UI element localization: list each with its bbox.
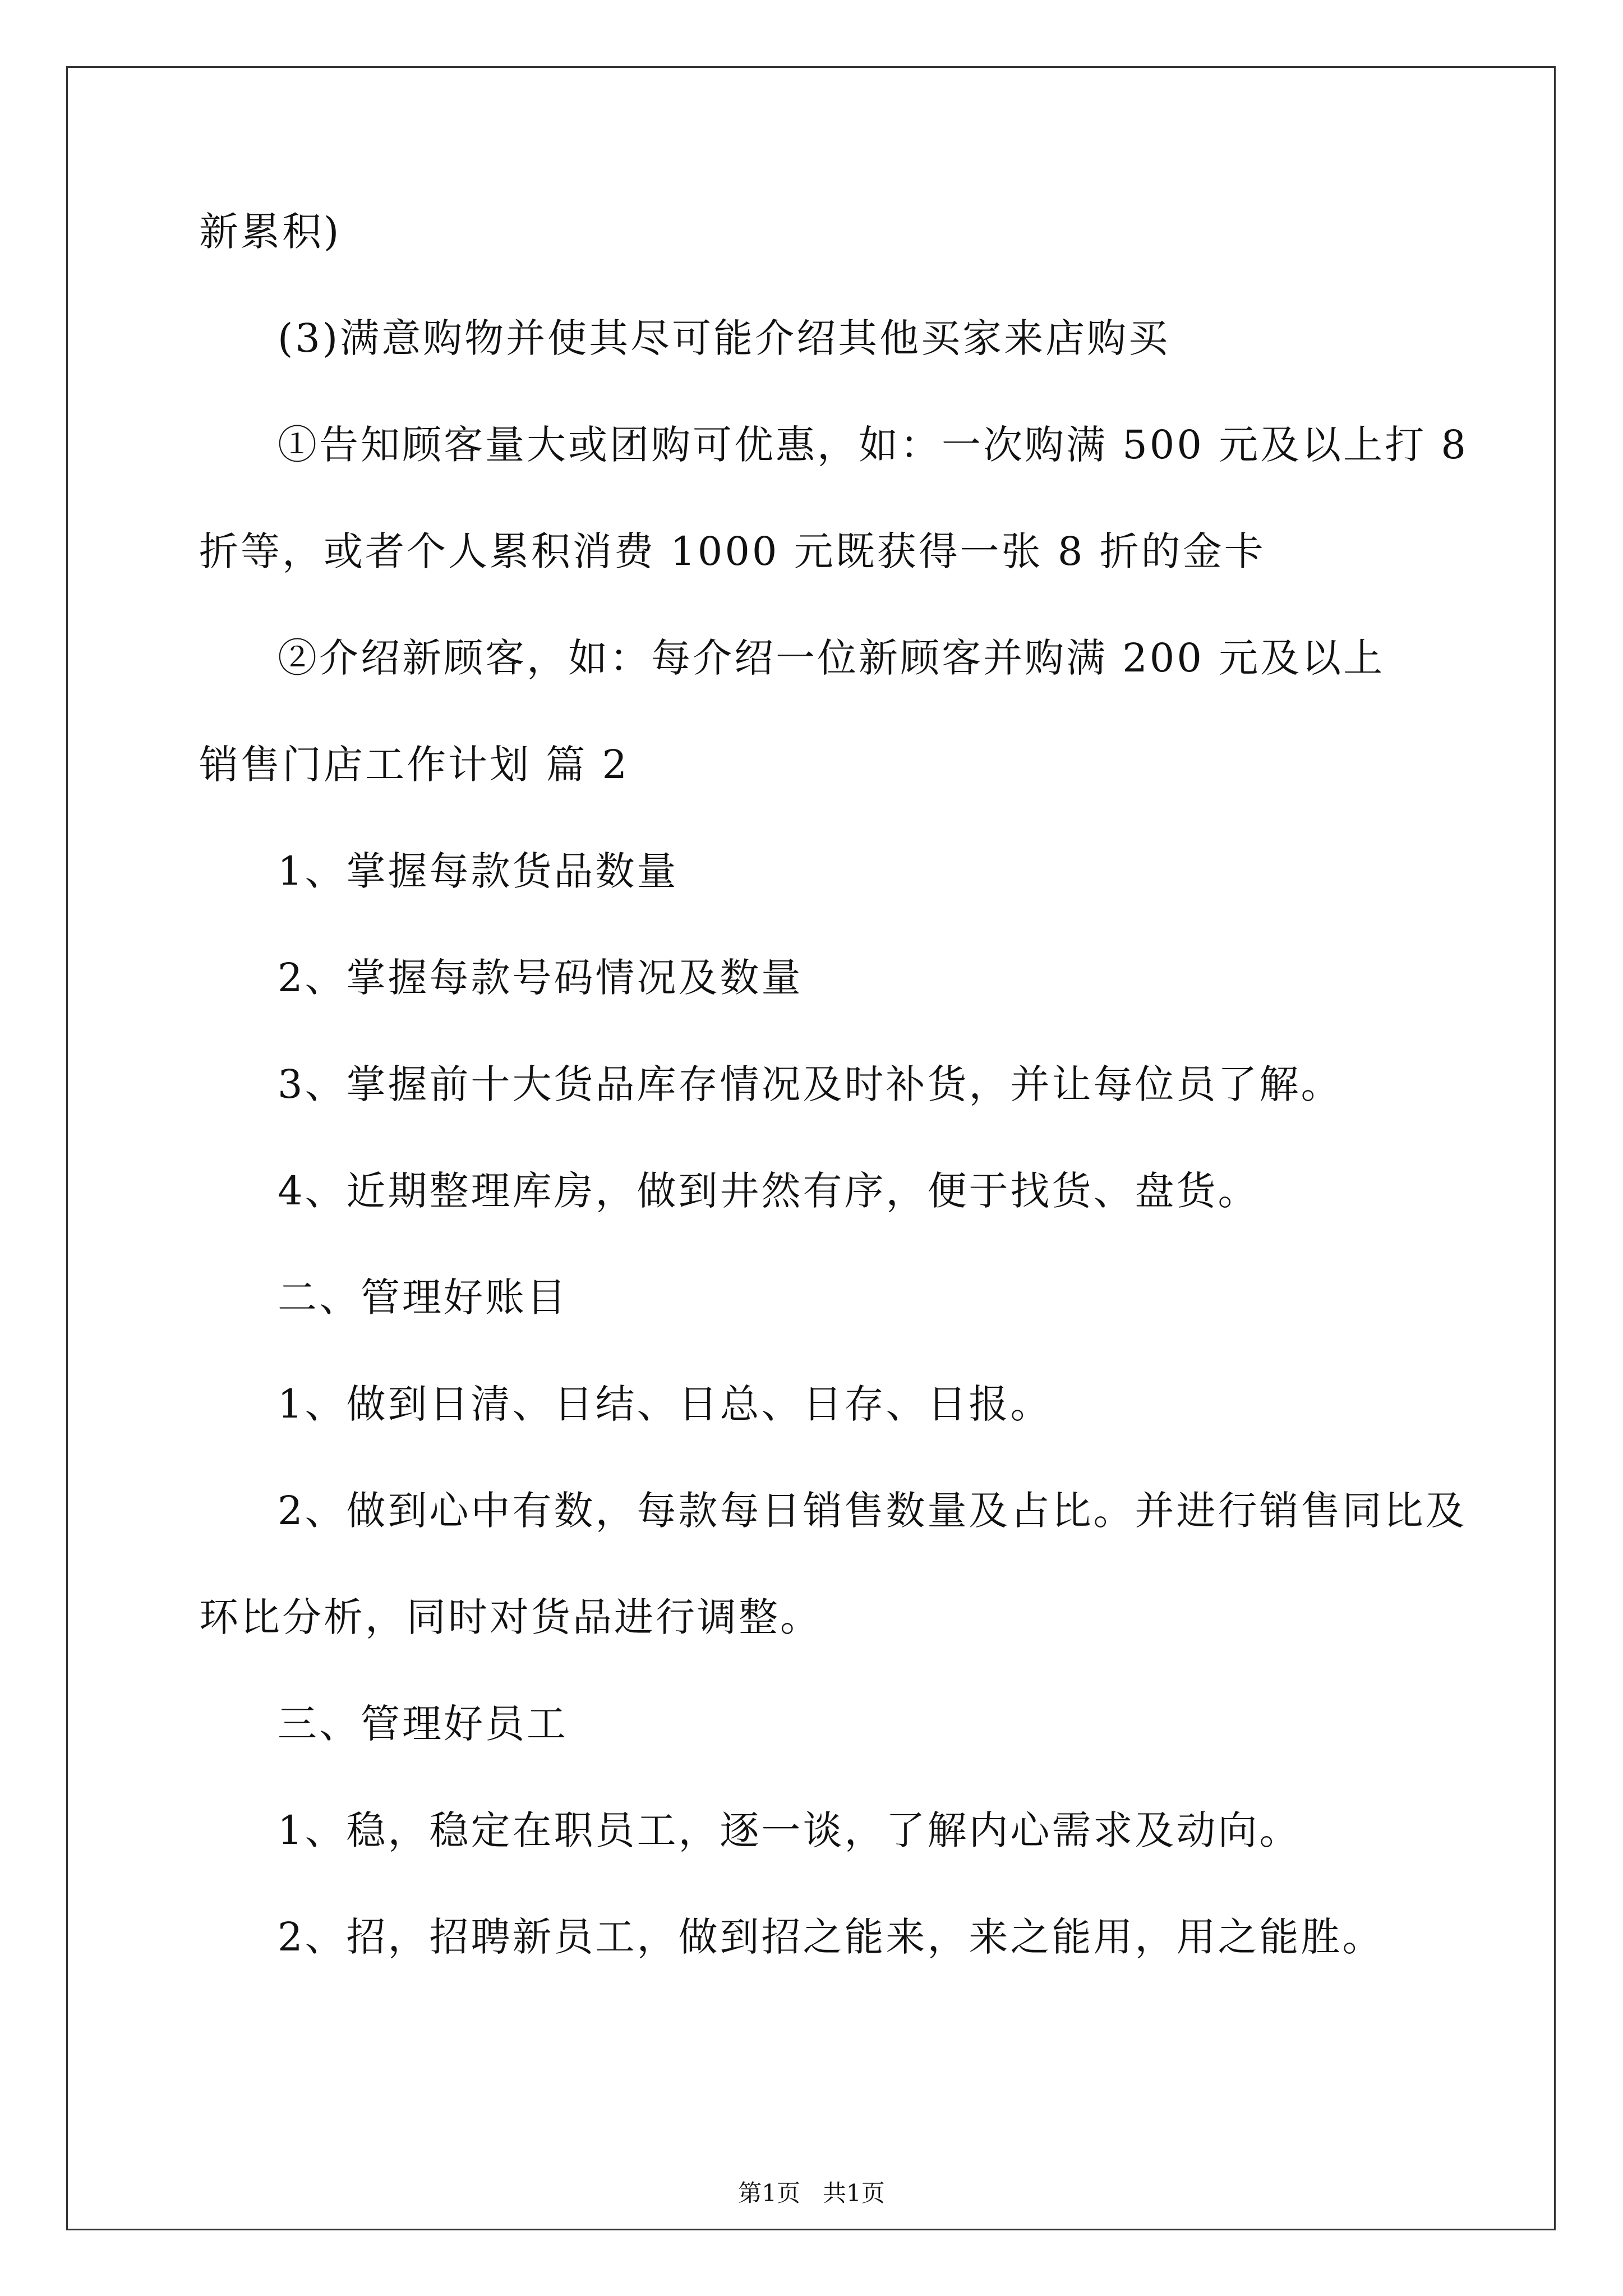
text-line: 1、做到日清、日结、日总、日存、日报。 — [278, 1381, 1052, 1427]
page-border — [66, 66, 1556, 2230]
text-line: (3)满意购物并使其尽可能介绍其他买家来店购买 — [278, 315, 1170, 361]
text-line: ①告知顾客量大或团购可优惠，如：一次购满 500 元及以上打 8 — [278, 422, 1468, 468]
page-number-footer: 第1页 共1页 — [738, 2179, 885, 2207]
text-line: 4、近期整理库房，做到井然有序，便于找货、盘货。 — [278, 1168, 1260, 1214]
text-line: ②介绍新顾客，如：每介绍一位新顾客并购满 200 元及以上 — [278, 635, 1385, 681]
text-line: 3、掌握前十大货品库存情况及时补货，并让每位员了解。 — [278, 1061, 1343, 1107]
text-line: 2、招，招聘新员工，做到招之能来，来之能用，用之能胜。 — [278, 1914, 1384, 1960]
section-heading: 二、管理好账目 — [278, 1274, 568, 1320]
section-heading: 三、管理好员工 — [278, 1701, 568, 1747]
text-line: 折等，或者个人累积消费 1000 元既获得一张 8 折的金卡 — [199, 528, 1266, 574]
text-line: 2、做到心中有数，每款每日销售数量及占比。并进行销售同比及 — [278, 1488, 1467, 1534]
section-heading: 销售门店工作计划 篇 2 — [199, 742, 630, 788]
text-line: 新累积) — [199, 209, 342, 255]
text-line: 2、掌握每款号码情况及数量 — [278, 955, 803, 1001]
text-line: 1、掌握每款货品数量 — [278, 848, 679, 894]
text-line: 环比分析，同时对货品进行调整。 — [199, 1594, 822, 1640]
text-line: 1、稳，稳定在职员工，逐一谈，了解内心需求及动向。 — [278, 1807, 1301, 1853]
